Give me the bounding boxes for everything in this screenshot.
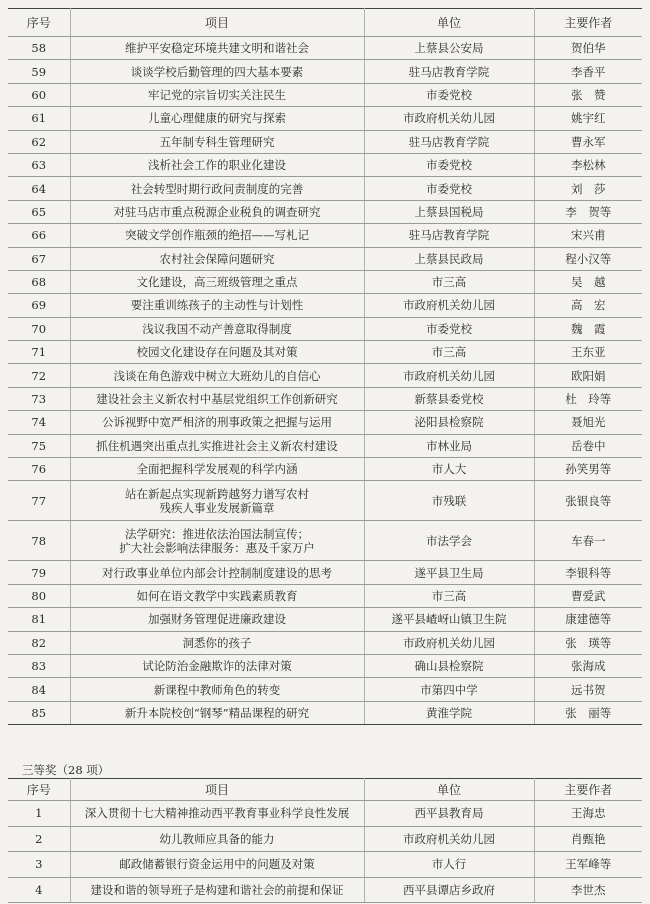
cell-title-line: 浅议我国不动产善意取得制度: [142, 321, 292, 336]
table-row: [8, 364, 642, 387]
cell-title-line: 公诉视野中宽严相济的刑事政策之把握与运用: [102, 415, 332, 430]
cell-title-line: 儿童心理健康的研究与探索: [148, 111, 286, 126]
cell-author: 吴 越: [534, 270, 642, 293]
table-row: [8, 654, 642, 677]
cell-unit: 市人行: [364, 852, 534, 878]
cell-title: [70, 37, 364, 60]
cell-no: 76: [8, 458, 70, 481]
table-row: [8, 481, 642, 521]
third-prize-rows: [8, 801, 642, 903]
cell-title: [70, 83, 364, 106]
cell-unit: 市政府机关幼儿园: [364, 364, 534, 387]
cell-author: 李 贺等: [534, 200, 642, 223]
cell-no: 1: [8, 801, 70, 827]
cell-no: 62: [8, 130, 70, 153]
cell-title: [70, 60, 364, 83]
header-no: 序号: [8, 9, 70, 37]
cell-unit: 市委党校: [364, 83, 534, 106]
cell-author: 宋兴甫: [534, 224, 642, 247]
cell-author: 李银科等: [534, 561, 642, 584]
cell-title: [70, 481, 364, 521]
cell-unit: 市委党校: [364, 177, 534, 200]
cell-title-line: 洞悉你的孩子: [182, 635, 252, 650]
cell-unit: 上蔡县公安局: [364, 37, 534, 60]
cell-unit: 市委党校: [364, 153, 534, 176]
cell-author: 杜 玲等: [534, 387, 642, 410]
cell-title: [70, 608, 364, 631]
table-row: [8, 561, 642, 584]
cell-author: 康建德等: [534, 608, 642, 631]
cell-title-line: 邮政储蓄银行资金运用中的问题及对策: [119, 857, 315, 872]
cell-no: 84: [8, 678, 70, 701]
cell-unit: 市委党校: [364, 317, 534, 340]
table-row: [8, 631, 642, 654]
cell-title-line: 建设和谐的领导班子是构建和谐社会的前提和保证: [90, 882, 344, 897]
cell-title: [70, 411, 364, 434]
cell-unit: 市林业局: [364, 434, 534, 457]
cell-no: 73: [8, 387, 70, 410]
cell-no: 72: [8, 364, 70, 387]
cell-no: 64: [8, 177, 70, 200]
cell-title-line: 全面把握科学发展观的科学内涵: [136, 462, 298, 477]
cell-title: [70, 317, 364, 340]
cell-title-line: 残疾人事业发展新篇章: [159, 500, 275, 515]
cell-title-line: 加强财务管理促进廉政建设: [148, 612, 286, 627]
cell-author: 王海忠: [534, 801, 642, 827]
cell-no: 74: [8, 411, 70, 434]
cell-title: [70, 247, 364, 270]
cell-unit: 确山县检察院: [364, 654, 534, 677]
cell-author: 张 赞: [534, 83, 642, 106]
cell-title-line: 校园文化建设存在问题及其对策: [136, 345, 298, 360]
cell-unit: 上蔡县国税局: [364, 200, 534, 223]
cell-title: [70, 701, 364, 724]
cell-title: [70, 584, 364, 607]
cell-unit: 驻马店教育学院: [364, 224, 534, 247]
cell-no: 3: [8, 852, 70, 878]
cell-title-line: 五年制专科生管理研究: [159, 134, 275, 149]
cell-no: 68: [8, 270, 70, 293]
table-row: [8, 521, 642, 561]
cell-no: 65: [8, 200, 70, 223]
cell-title-line: 站在新起点实现新跨越努力谱写农村: [125, 486, 309, 501]
table-header-row: [8, 9, 642, 37]
cell-no: 67: [8, 247, 70, 270]
table-header-row: [8, 779, 642, 801]
table-row: [8, 270, 642, 293]
cell-author: 王军峰等: [534, 852, 642, 878]
cell-author: 程小汉等: [534, 247, 642, 270]
cell-title: [70, 631, 364, 654]
cell-title-line: 浅析社会工作的职业化建设: [148, 158, 286, 173]
cell-no: 85: [8, 701, 70, 724]
cell-title-line: 试论防治金融欺诈的法律对策: [142, 659, 292, 674]
cell-author: 王东亚: [534, 341, 642, 364]
header-unit: 单位: [364, 779, 534, 801]
cell-title: [70, 130, 364, 153]
cell-title: [70, 826, 364, 852]
cell-author: 魏 霞: [534, 317, 642, 340]
cell-author: 姚宇红: [534, 107, 642, 130]
cell-author: 高 宏: [534, 294, 642, 317]
table-row: [8, 341, 642, 364]
cell-title-line: 要注重训练孩子的主动性与计划性: [130, 298, 304, 313]
cell-no: 81: [8, 608, 70, 631]
cell-unit: 市政府机关幼儿园: [364, 631, 534, 654]
cell-title-line: 深入贯彻十七大精神推动西平教育事业科学良性发展: [84, 806, 350, 821]
cell-unit: 驻马店教育学院: [364, 130, 534, 153]
cell-title: [70, 294, 364, 317]
cell-author: 李香平: [534, 60, 642, 83]
cell-author: 曹爱武: [534, 584, 642, 607]
cell-title: [70, 387, 364, 410]
header-title: 项目: [70, 9, 364, 37]
cell-no: 4: [8, 877, 70, 903]
cell-no: 79: [8, 561, 70, 584]
cell-title-line: 抓住机遇突出重点扎实推进社会主义新农村建设: [96, 438, 338, 453]
cell-author: 车春一: [534, 521, 642, 561]
cell-title-line: 扩大社会影响法律服务：惠及千家万户: [119, 540, 315, 555]
cell-title-line: 社会转型时期行政问责制度的完善: [130, 181, 304, 196]
table-row: [8, 153, 642, 176]
third-prize-section-label: 三等奖（28 项）: [22, 763, 110, 777]
cell-author: 刘 莎: [534, 177, 642, 200]
cell-author: 远书贺: [534, 678, 642, 701]
cell-unit: 市人大: [364, 458, 534, 481]
table-row: [8, 317, 642, 340]
cell-unit: 市残联: [364, 481, 534, 521]
cell-title-line: 谈谈学校后勤管理的四大基本要素: [130, 64, 304, 79]
cell-author: 岳卷中: [534, 434, 642, 457]
cell-title-line: 法学研究：推进依法治国法制宣传；: [125, 526, 309, 541]
table-row: [8, 801, 642, 827]
cell-unit: 西平县谭店乡政府: [364, 877, 534, 903]
table-row: [8, 877, 642, 903]
cell-author: 张银良等: [534, 481, 642, 521]
cell-title: [70, 200, 364, 223]
cell-unit: 上蔡县民政局: [364, 247, 534, 270]
cell-no: 80: [8, 584, 70, 607]
cell-title-line: 对行政事业单位内部会计控制制度建设的思考: [102, 565, 332, 580]
cell-unit: 市政府机关幼儿园: [364, 107, 534, 130]
cell-unit: 市政府机关幼儿园: [364, 294, 534, 317]
cell-no: 2: [8, 826, 70, 852]
table-row: [8, 584, 642, 607]
cell-title-line: 如何在语文教学中实践素质教育: [136, 589, 298, 603]
cell-unit: 市三高: [364, 270, 534, 293]
cell-title-line: 新课程中教师角色的转变: [153, 682, 281, 697]
cell-author: 张 瑛等: [534, 631, 642, 654]
cell-title-line: 牢记党的宗旨切实关注民生: [148, 87, 286, 102]
second-prize-rows: [8, 37, 642, 725]
cell-author: 肖甄艳: [534, 826, 642, 852]
cell-author: 孙笑男等: [534, 458, 642, 481]
cell-unit: 泌阳县检察院: [364, 411, 534, 434]
cell-no: 75: [8, 434, 70, 457]
cell-title: [70, 341, 364, 364]
cell-unit: 新蔡县委党校: [364, 387, 534, 410]
cell-author: 张海成: [534, 654, 642, 677]
cell-no: 83: [8, 654, 70, 677]
cell-no: 77: [8, 481, 70, 521]
cell-unit: 市三高: [364, 341, 534, 364]
cell-title-line: 农村社会保障问题研究: [159, 251, 275, 266]
table-row: [8, 107, 642, 130]
cell-title: [70, 654, 364, 677]
cell-title-line: 新升本院校创“钢琴”精品课程的研究: [124, 705, 310, 720]
cell-title: [70, 177, 364, 200]
cell-title-line: 幼儿教师应具备的能力: [159, 831, 275, 846]
cell-title: [70, 877, 364, 903]
cell-unit: 遂平县卫生局: [364, 561, 534, 584]
cell-author: 李世杰: [534, 877, 642, 903]
cell-author: 聂旭光: [534, 411, 642, 434]
cell-unit: 市第四中学: [364, 678, 534, 701]
cell-author: 欧阳娟: [534, 364, 642, 387]
header-title: 项目: [70, 779, 364, 801]
cell-title: [70, 153, 364, 176]
cell-no: 70: [8, 317, 70, 340]
cell-title-line: 浅谈在角色游戏中树立大班幼儿的自信心: [113, 368, 321, 383]
table-row: [8, 608, 642, 631]
cell-title: [70, 801, 364, 827]
cell-title: [70, 434, 364, 457]
table-row: [8, 247, 642, 270]
table-row: [8, 411, 642, 434]
cell-title: [70, 561, 364, 584]
table-row: [8, 701, 642, 724]
cell-no: 63: [8, 153, 70, 176]
cell-no: 71: [8, 341, 70, 364]
cell-title: [70, 852, 364, 878]
second-prize-table: [8, 8, 642, 725]
cell-no: 60: [8, 83, 70, 106]
cell-no: 82: [8, 631, 70, 654]
table-row: [8, 200, 642, 223]
table-row: [8, 177, 642, 200]
table-row: [8, 458, 642, 481]
cell-title: [70, 458, 364, 481]
cell-unit: 驻马店教育学院: [364, 60, 534, 83]
cell-no: 66: [8, 224, 70, 247]
table-row: [8, 130, 642, 153]
cell-no: 59: [8, 60, 70, 83]
cell-title: [70, 678, 364, 701]
cell-unit: 市政府机关幼儿园: [364, 826, 534, 852]
cell-unit: 黄淮学院: [364, 701, 534, 724]
header-author: 主要作者: [534, 9, 642, 37]
cell-title: [70, 270, 364, 293]
cell-title: [70, 107, 364, 130]
cell-title: [70, 224, 364, 247]
cell-title-line: 建设社会主义新农村中基层党组织工作创新研究: [96, 392, 338, 407]
table-row: [8, 60, 642, 83]
table-row: [8, 434, 642, 457]
table-row: [8, 826, 642, 852]
table-row: [8, 387, 642, 410]
cell-no: 61: [8, 107, 70, 130]
cell-unit: 西平县教育局: [364, 801, 534, 827]
table-row: [8, 83, 642, 106]
cell-unit: 遂平县嵖岈山镇卫生院: [364, 608, 534, 631]
third-prize-table: [8, 778, 642, 903]
header-author: 主要作者: [534, 779, 642, 801]
cell-unit: 市法学会: [364, 521, 534, 561]
cell-author: 张 丽等: [534, 701, 642, 724]
cell-author: 曹永军: [534, 130, 642, 153]
header-no: 序号: [8, 779, 70, 801]
cell-author: 李松林: [534, 153, 642, 176]
cell-title: [70, 364, 364, 387]
header-unit: 单位: [364, 9, 534, 37]
table-row: [8, 294, 642, 317]
table-row: [8, 852, 642, 878]
cell-title-line: 维护平安稳定环境共建文明和谐社会: [125, 41, 309, 56]
table-row: [8, 678, 642, 701]
table-row: [8, 37, 642, 60]
cell-title: [70, 521, 364, 561]
cell-no: 78: [8, 521, 70, 561]
cell-unit: 市三高: [364, 584, 534, 607]
cell-title-line: 突破文学创作瓶颈的绝招——写札记: [125, 228, 309, 243]
cell-no: 69: [8, 294, 70, 317]
cell-title-line: 对驻马店市重点税源企业税負的调查研究: [113, 204, 321, 219]
table-row: [8, 224, 642, 247]
cell-author: 贺伯华: [534, 37, 642, 60]
cell-no: 58: [8, 37, 70, 60]
cell-title-line: 文化建设，高三班级管理之重点: [136, 275, 298, 290]
